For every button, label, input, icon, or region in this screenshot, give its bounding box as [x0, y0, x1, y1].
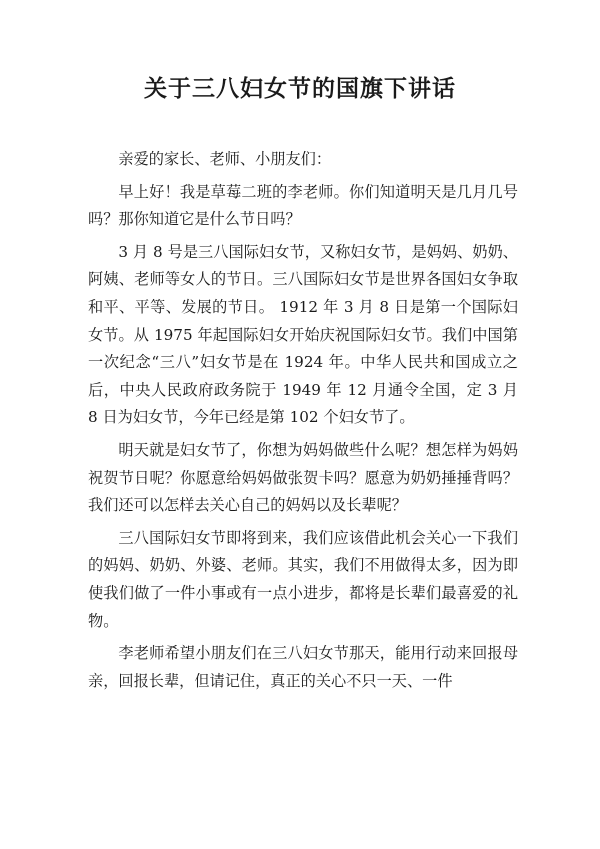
body-paragraph: 3 月 8 号是三八国际妇女节，又称妇女节，是妈妈、奶奶、阿姨、老师等女人的节日。三八国际妇女节是世界各国妇女争取和平、平等、发展的节日。 1912 年 3 月 8 日是第一个国际妇女节。从 1975 年起国际妇女开始庆祝国际妇女节。我们中国第一次纪念“三八”妇女节是在 1924 年。中华人民共和国成立之后，中央人民政府政务院于 1949 年 12 月通令全国，定 3 月 8 日为妇女节，今年已经是第 102 个妇女节了。	[88, 242, 518, 427]
body-paragraph: 早上好！我是草莓二班的李老师。你们知道明天是几月几号吗？那你知道它是什么节日吗？	[88, 182, 518, 229]
body-paragraph: 明天就是妇女节了，你想为妈妈做些什么呢？想怎样为妈妈祝贺节日呢？你愿意给妈妈做张贺卡吗？愿意为奶奶捶捶背吗？我们还可以怎样去关心自己的妈妈以及长辈呢？	[88, 440, 518, 515]
greeting-paragraph: 亲爱的家长、老师、小朋友们：	[118, 150, 332, 168]
document-title: 关于三八妇女节的国旗下讲话	[144, 75, 456, 102]
body-paragraph: 李老师希望小朋友们在三八妇女节那天，能用行动来回报母亲，回报长辈，但请记住，真正的关心不只一天、一件	[88, 644, 518, 690]
document-body	[88, 146, 518, 700]
body-paragraph: 三八国际妇女节即将到来，我们应该借此机会关心一下我们的妈妈、奶奶、外婆、老师。其实，我们不用做得太多，因为即使我们做了一件小事或有一点小进步，都将是长辈们最喜爱的礼物。	[88, 528, 518, 630]
